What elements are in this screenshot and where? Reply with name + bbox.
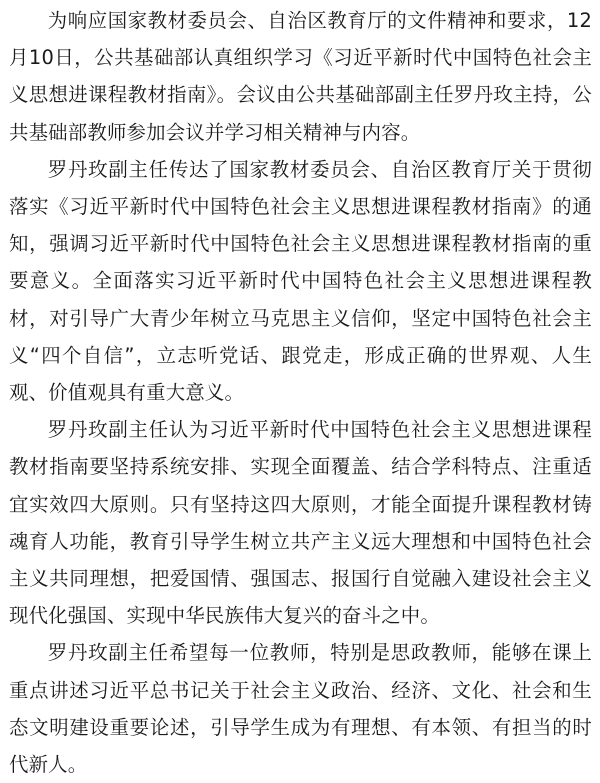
- article-paragraph-4: 罗丹玫副主任希望每一位教师，特别是思政教师，能够在课上重点讲述习近平总书记关于社会主义政治、经济、文化、社会和生态文明建设重要论述，引导学生成为有理想、有本领、有担当的时代新人。: [9, 641, 592, 777]
- article-paragraph-1: 为响应国家教材委员会、自治区教育厅的文件精神和要求，12月10日，公共基础部认真组织学习《习近平新时代中国特色社会主义思想进课程教材指南》。会议由公共基础部副主任罗丹玫主持，公共基础部教师参加会议并学习相关精神与内容。: [9, 9, 592, 144]
- article-paragraph-2: 罗丹玫副主任传达了国家教材委员会、自治区教育厅关于贯彻落实《习近平新时代中国特色社会主义思想进课程教材指南》的通知，强调习近平新时代中国特色社会主义思想进课程教材指南的重要意义。全面落实习近平新时代中国特色社会主义思想进课程教材，对引导广大青少年树立马克思主义信仰，坚定中国特色社会主义“四个自信”，立志听党话、跟党走，形成正确的世界观、人生观、价值观具有重大意义。: [9, 157, 592, 405]
- article-paragraph-3: 罗丹玫副主任认为习近平新时代中国特色社会主义思想进课程教材指南要坚持系统安排、实现全面覆盖、结合学科特点、注重适宜实效四大原则。只有坚持这四大原则，才能全面提升课程教材铸魂育人功能，教育引导学生树立共产主义远大理想和中国特色社会主义共同理想，把爱国情、强国志、报国行自觉融入建设社会主义现代化强国、实现中华民族伟大复兴的奋斗之中。: [9, 418, 592, 628]
